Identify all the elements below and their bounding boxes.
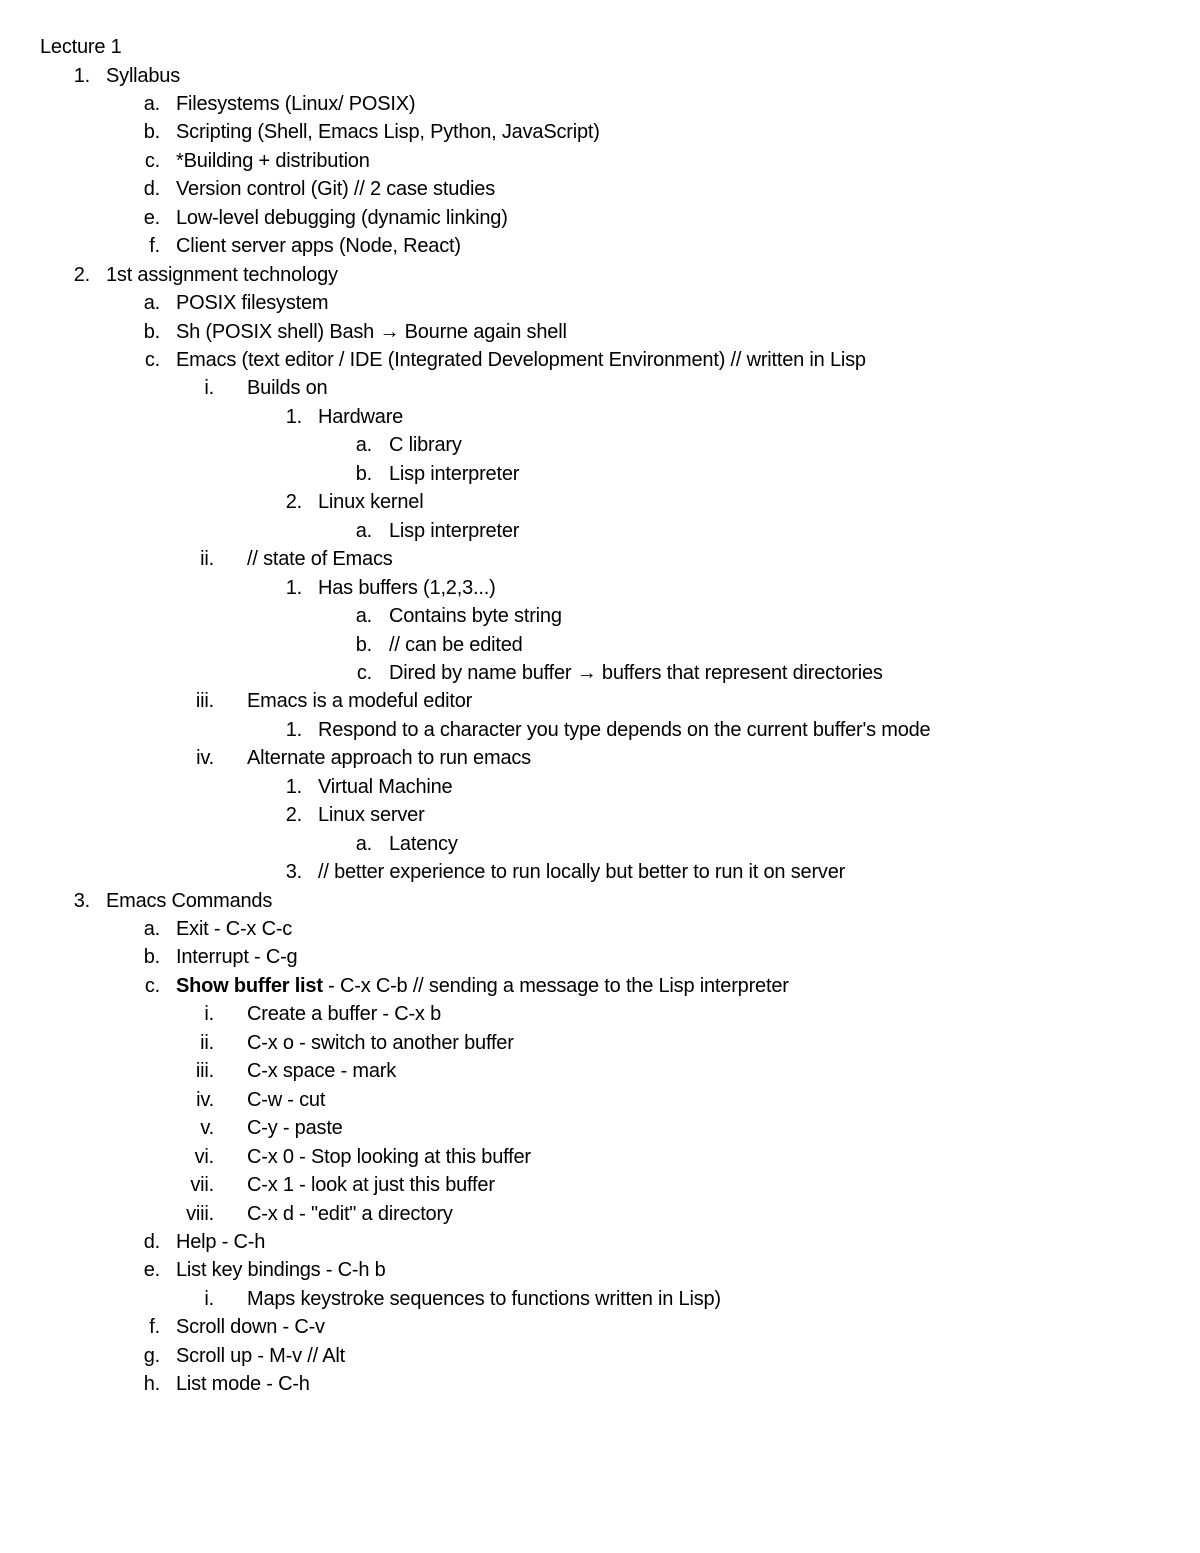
list-item-text: C-x d - "edit" a directory xyxy=(247,1202,453,1225)
list-item xyxy=(0,488,1160,516)
list-item xyxy=(0,374,1160,402)
list-item xyxy=(0,90,1160,118)
list-item-text: Linux kernel xyxy=(318,491,424,514)
list-item xyxy=(0,1086,1160,1114)
list-item-text: Emacs Commands xyxy=(106,889,273,912)
list-marker: d. xyxy=(143,178,160,201)
list-item-text: Client server apps (Node, React) xyxy=(176,235,461,258)
list-item-text: Hardware xyxy=(318,405,404,428)
list-item xyxy=(0,574,1160,602)
list-item xyxy=(0,1285,1160,1313)
list-item xyxy=(0,887,1160,915)
list-item xyxy=(0,346,1160,374)
list-marker: i. xyxy=(204,1287,214,1310)
list-item-text: Virtual Machine xyxy=(318,775,453,798)
list-item-text: Scripting (Shell, Emacs Lisp, Python, JavaScript) xyxy=(176,121,600,144)
list-item xyxy=(0,1228,1160,1256)
list-item-text: Linux server xyxy=(318,804,425,827)
list-item-text: POSIX filesystem xyxy=(176,292,329,315)
list-marker: c. xyxy=(144,974,160,997)
list-item-text: Latency xyxy=(389,832,458,855)
list-item xyxy=(0,545,1160,573)
list-item-text: C-x 0 - Stop looking at this buffer xyxy=(247,1145,531,1168)
list-item-text: Lisp interpreter xyxy=(389,519,520,542)
list-item xyxy=(0,289,1160,317)
list-marker: a. xyxy=(143,918,160,940)
list-marker: a. xyxy=(355,605,372,627)
list-marker: a. xyxy=(355,832,372,855)
list-marker: 2. xyxy=(73,263,90,286)
list-item-text: C library xyxy=(389,434,462,457)
list-item-text: C-y - paste xyxy=(247,1117,343,1140)
list-item-text: Interrupt - C-g xyxy=(176,946,298,969)
title-text: Lecture 1 xyxy=(40,36,122,58)
list-marker: f. xyxy=(149,1316,160,1339)
list-item xyxy=(0,1370,1160,1398)
list-item-text: C-x space - mark xyxy=(247,1060,397,1083)
list-marker: vi. xyxy=(194,1145,214,1168)
list-item-text: List key bindings - C-h b xyxy=(176,1259,386,1282)
list-item xyxy=(0,175,1160,203)
list-item xyxy=(0,801,1160,829)
list-item-text: // state of Emacs xyxy=(247,548,393,571)
list-marker: b. xyxy=(355,633,372,656)
list-marker: b. xyxy=(143,320,160,343)
list-item-text: Has buffers (1,2,3...) xyxy=(318,576,496,599)
list-item xyxy=(0,1313,1160,1341)
list-marker: f. xyxy=(149,235,160,258)
list-item xyxy=(0,261,1160,289)
list-marker: iii. xyxy=(195,690,214,713)
list-marker: iv. xyxy=(196,1088,214,1111)
list-item xyxy=(0,687,1160,715)
list-item-text: C-x o - switch to another buffer xyxy=(247,1031,514,1054)
list-item-text: Builds on xyxy=(247,377,328,400)
list-marker: a. xyxy=(143,292,160,315)
list-item xyxy=(0,204,1160,232)
list-item xyxy=(0,232,1160,260)
list-marker: a. xyxy=(355,434,372,457)
list-item xyxy=(0,773,1160,801)
list-item-text: Filesystems (Linux/ POSIX) xyxy=(176,93,416,115)
list-marker: iii. xyxy=(195,1060,214,1083)
list-marker: 1. xyxy=(285,775,302,798)
list-item-text: List mode - C-h xyxy=(176,1373,310,1396)
list-item xyxy=(0,830,1160,858)
list-marker: viii. xyxy=(186,1202,214,1225)
list-marker: g. xyxy=(143,1344,160,1367)
list-item xyxy=(0,147,1160,175)
list-item xyxy=(0,318,1160,346)
list-marker: e. xyxy=(143,1259,160,1282)
list-item xyxy=(0,659,1160,687)
list-item-text: // better experience to run locally but better to run it on server xyxy=(318,861,846,884)
list-marker: a. xyxy=(143,93,160,115)
list-marker: d. xyxy=(143,1231,160,1253)
list-marker: vii. xyxy=(190,1174,214,1196)
list-item-text: Show buffer list - C-x C-b // sending a message to the Lisp interpreter xyxy=(176,974,789,997)
list-item-text: Alternate approach to run emacs xyxy=(247,747,531,770)
list-marker: ii. xyxy=(200,548,214,571)
list-item-text: Exit - C-x C-c xyxy=(176,918,293,940)
list-marker: c. xyxy=(144,149,160,172)
list-item xyxy=(0,1143,1160,1171)
list-item xyxy=(0,858,1160,886)
list-marker: a. xyxy=(355,519,372,542)
list-marker: ii. xyxy=(200,1031,214,1054)
list-item-text: C-x 1 - look at just this buffer xyxy=(247,1174,495,1196)
list-item-text: Emacs is a modeful editor xyxy=(247,690,473,713)
list-item xyxy=(0,1200,1160,1228)
list-item-text: Sh (POSIX shell) Bash → Bourne again shell xyxy=(176,320,567,343)
list-item xyxy=(0,1114,1160,1142)
list-marker: i. xyxy=(204,1003,214,1026)
list-marker: c. xyxy=(356,661,372,684)
list-marker: 3. xyxy=(73,889,90,912)
list-item-text: Low-level debugging (dynamic linking) xyxy=(176,206,508,229)
list-item-text: Lisp interpreter xyxy=(389,462,520,485)
list-item-text: *Building + distribution xyxy=(176,149,370,172)
list-item xyxy=(0,460,1160,488)
list-item-text: Syllabus xyxy=(106,64,180,87)
list-item xyxy=(0,631,1160,659)
list-item-text: // can be edited xyxy=(389,633,523,656)
list-marker: 1. xyxy=(73,64,90,87)
list-item-text: 1st assignment technology xyxy=(106,263,338,286)
list-marker: 2. xyxy=(285,804,302,827)
list-marker: h. xyxy=(143,1373,160,1396)
list-item-text: Emacs (text editor / IDE (Integrated Development Environment) // written in Lisp xyxy=(176,349,866,371)
list-item-text: Dired by name buffer → buffers that represent directories xyxy=(389,661,883,684)
list-item-text: Maps keystroke sequences to functions written in Lisp) xyxy=(247,1287,721,1310)
list-marker: e. xyxy=(143,206,160,229)
list-item-text: Help - C-h xyxy=(176,1231,266,1253)
list-item xyxy=(0,62,1160,90)
list-marker: b. xyxy=(355,462,372,485)
list-marker: b. xyxy=(143,121,160,144)
list-item-text: Contains byte string xyxy=(389,605,562,627)
list-item-text: Version control (Git) // 2 case studies xyxy=(176,178,496,201)
list-item xyxy=(0,403,1160,431)
list-item xyxy=(0,1057,1160,1085)
list-item-text: C-w - cut xyxy=(247,1088,326,1111)
list-item xyxy=(0,1171,1160,1199)
list-marker: 1. xyxy=(285,576,302,599)
list-item xyxy=(0,517,1160,545)
list-item xyxy=(0,118,1160,146)
list-marker: 3. xyxy=(285,861,302,884)
list-item-text: Scroll down - C-v xyxy=(176,1316,325,1339)
list-item xyxy=(0,744,1160,772)
list-item xyxy=(0,716,1160,744)
list-item xyxy=(0,602,1160,630)
list-item xyxy=(0,1342,1160,1370)
list-item xyxy=(0,1000,1160,1028)
list-item xyxy=(0,1029,1160,1057)
list-item xyxy=(0,915,1160,943)
list-marker: 1. xyxy=(285,405,302,428)
list-marker: b. xyxy=(143,946,160,969)
list-marker: iv. xyxy=(196,747,214,770)
list-item xyxy=(0,972,1160,1000)
list-item xyxy=(0,431,1160,459)
list-item-text: Create a buffer - C-x b xyxy=(247,1003,442,1026)
list-marker: 1. xyxy=(285,718,302,741)
list-item xyxy=(0,943,1160,971)
list-marker: v. xyxy=(200,1117,214,1140)
list-item-text: Scroll up - M-v // Alt xyxy=(176,1344,345,1367)
document-title xyxy=(0,33,1160,61)
list-item xyxy=(0,1256,1160,1284)
list-marker: c. xyxy=(144,349,160,371)
list-marker: 2. xyxy=(285,491,302,514)
list-item-text: Respond to a character you type depends on the current buffer's mode xyxy=(318,718,931,741)
bold-text: Show buffer list xyxy=(176,974,323,997)
list-marker: i. xyxy=(204,377,214,400)
